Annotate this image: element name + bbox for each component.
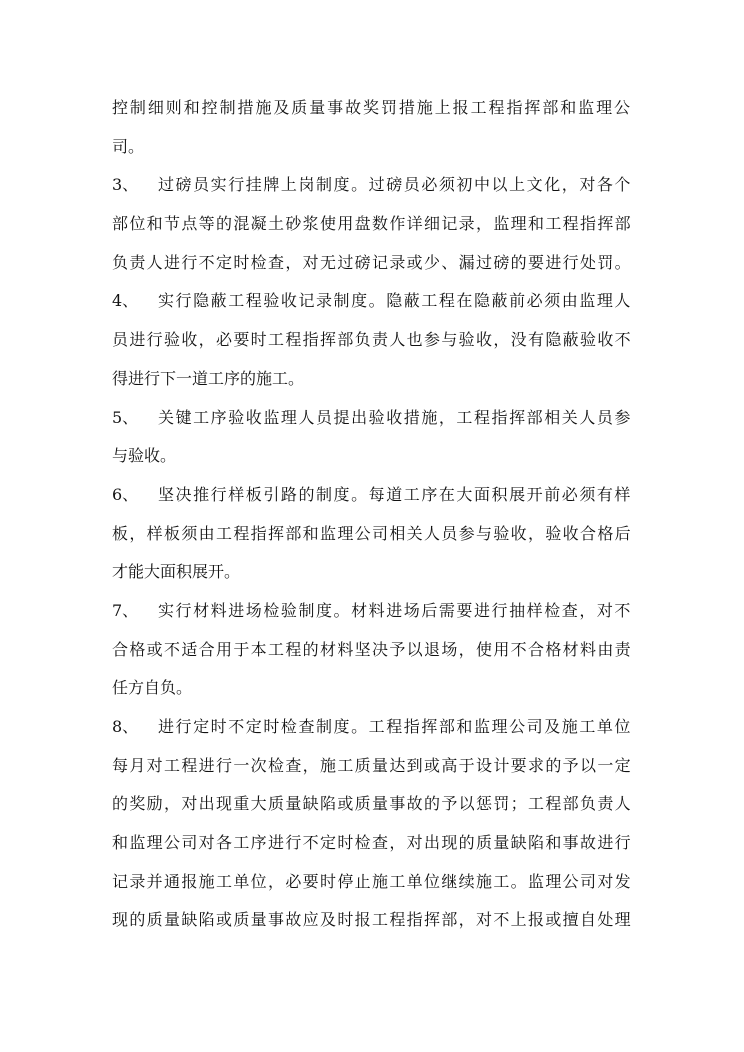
text-line [112, 631, 632, 670]
line-text: 控制细则和控制措施及质量事故奖罚措施上报工程指挥部和监理公 [112, 98, 632, 117]
line-text: 的奖励，对出现重大质量缺陷或质量事故的予以惩罚；工程部负责人 [112, 794, 632, 814]
text-line [112, 89, 632, 128]
document-page [112, 89, 632, 940]
line-text: 每月对工程进行一次检查，施工质量达到或高于设计要求的予以一定 [112, 755, 632, 775]
text-line [112, 708, 632, 747]
item-number: 5、 [112, 407, 139, 427]
text-line [112, 515, 632, 554]
text-line [112, 824, 632, 863]
line-text: 坚决推行样板引路的制度。每道工序在大面积展开前必须有样 [158, 484, 632, 504]
line-text: 才能大面积展开。 [112, 562, 241, 582]
text-line [112, 553, 632, 592]
item-number: 6、 [112, 484, 139, 504]
text-line [112, 166, 632, 205]
line-text: 实行隐蔽工程验收记录制度。隐蔽工程在隐蔽前必须由监理人 [158, 291, 632, 311]
text-line [112, 321, 632, 360]
text-line [112, 399, 632, 438]
line-text: 负责人进行不定时检查，对无过磅记录或少、漏过磅的要进行处罚。 [112, 252, 632, 272]
item-number: 3、 [112, 175, 139, 195]
text-line [112, 437, 632, 476]
line-text: 实行材料进场检验制度。材料进场后需要进行抽样检查，对不 [158, 600, 632, 620]
text-line [112, 205, 632, 244]
line-text: 任方自负。 [112, 678, 193, 698]
text-line [112, 128, 632, 167]
text-line [112, 476, 632, 515]
line-text: 得进行下一道工序的施工。 [112, 368, 305, 388]
text-line [112, 360, 632, 399]
line-text: 关键工序验收监理人员提出验收措施，工程指挥部相关人员参 [158, 407, 632, 427]
text-line [112, 863, 632, 902]
line-text: 司。 [112, 136, 145, 156]
line-text: 与验收。 [112, 446, 177, 466]
item-number: 4、 [112, 291, 139, 311]
text-line [112, 592, 632, 631]
text-line [112, 785, 632, 824]
line-text: 记录并通报施工单位，必要时停止施工单位继续施工。监理公司对发 [112, 871, 632, 891]
line-text: 进行定时不定时检查制度。工程指挥部和监理公司及施工单位 [158, 717, 632, 736]
line-text: 合格或不适合用于本工程的材料坚决予以退场，使用不合格材料由责 [112, 639, 632, 659]
text-line [112, 244, 632, 283]
line-text: 过磅员实行挂牌上岗制度。过磅员必须初中以上文化，对各个 [158, 175, 632, 195]
line-text: 现的质量缺陷或质量事故应及时报工程指挥部，对不上报或擅自处理 [112, 910, 632, 930]
text-line [112, 747, 632, 786]
text-line [112, 282, 632, 321]
line-text: 板，样板须由工程指挥部和监理公司相关人员参与验收，验收合格后 [112, 523, 632, 543]
line-text: 和监理公司对各工序进行不定时检查，对出现的质量缺陷和事故进行 [112, 833, 632, 853]
line-text: 员进行验收，必要时工程指挥部负责人也参与验收，没有隐蔽验收不 [112, 330, 632, 350]
text-line [112, 901, 632, 940]
item-number: 7、 [112, 600, 139, 620]
item-number: 8、 [112, 717, 139, 736]
line-text: 部位和节点等的混凝土砂浆使用盘数作详细记录，监理和工程指挥部 [112, 214, 632, 234]
text-line [112, 669, 632, 708]
